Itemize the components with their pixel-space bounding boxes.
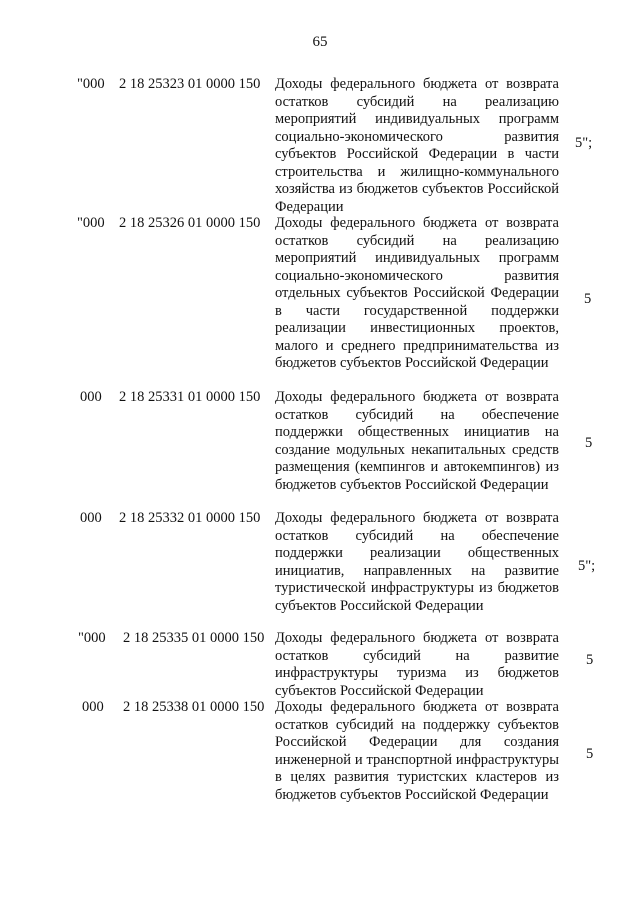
row-value: 5 — [584, 291, 592, 307]
row-value: 5 — [586, 746, 594, 762]
revenue-description: Доходы федерального бюджета от возврата остатков субсидий на реализацию мероприятий индивидуальных программ социально-экономического развития субъектов Российской Федерации в части строительства и жилищно-коммунального хозяйства из бюджетов субъектов Российской Федерации — [275, 76, 559, 215]
row-value: 5 — [586, 652, 594, 668]
page-number: 65 — [312, 34, 328, 50]
revenue-description: Доходы федерального бюджета от возврата остатков субсидий на обеспечение поддержки реализации общественных инициатив, направленных на развитие туристической инфраструктуры из бюджетов субъектов Российской Федерации — [275, 510, 559, 614]
admin-code: 000 — [82, 699, 104, 715]
budget-classification-code: 2 18 25323 01 0000 150 — [119, 76, 261, 92]
admin-code: 000 — [80, 389, 102, 405]
admin-code: "000 — [77, 215, 105, 231]
revenue-description: Доходы федерального бюджета от возврата остатков субсидий на реализацию мероприятий индивидуальных программ социально-экономического развития отдельных субъектов Российской Федерации в части государственной поддержки реализации инвестиционных проектов, малого и среднего предпринимательства из бюджетов субъектов Российской Федерации — [275, 215, 559, 371]
admin-code: 000 — [80, 510, 102, 526]
row-value: 5"; — [578, 558, 596, 574]
budget-classification-code: 2 18 25338 01 0000 150 — [123, 699, 265, 715]
admin-code: "000 — [77, 76, 105, 92]
revenue-description: Доходы федерального бюджета от возврата остатков субсидий на развитие инфраструктуры туризма из бюджетов субъектов Российской Федерации — [275, 630, 559, 699]
revenue-description: Доходы федерального бюджета от возврата остатков субсидий на обеспечение поддержки общественных инициатив на создание модульных некапитальных средств размещения (кемпингов и автокемпингов) из бюджетов субъектов Российской Федерации — [275, 389, 559, 493]
row-value: 5"; — [575, 135, 593, 151]
budget-classification-code: 2 18 25326 01 0000 150 — [119, 215, 261, 231]
row-value: 5 — [585, 435, 593, 451]
revenue-description: Доходы федерального бюджета от возврата остатков субсидий на поддержку субъектов Российской Федерации для создания инженерной и транспортной инфраструктуры в целях развития туристских кластеров из бюджетов субъектов Российской Федерации — [275, 699, 559, 803]
budget-classification-code: 2 18 25335 01 0000 150 — [123, 630, 265, 646]
budget-classification-code: 2 18 25332 01 0000 150 — [119, 510, 261, 526]
admin-code: "000 — [78, 630, 106, 646]
budget-classification-code: 2 18 25331 01 0000 150 — [119, 389, 261, 405]
